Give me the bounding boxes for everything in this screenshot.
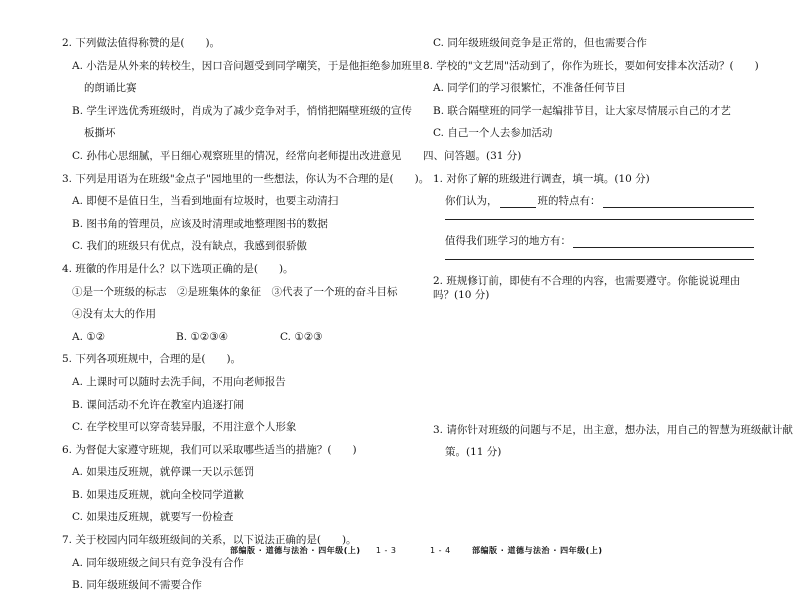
question-8-stem: 8. 学校的"文艺周"活动到了，你作为班长，要如何安排本次活动？( ) bbox=[423, 59, 759, 72]
left-footer-label: 部编版 · 道德与法治 · 四年级(上) bbox=[230, 546, 361, 555]
question-7-option-a: A. 同年级班级之间只有竞争没有合作 bbox=[72, 556, 244, 569]
right-footer-label: 部编版 · 道德与法治 · 四年级(上) bbox=[471, 546, 603, 555]
question-4-item-4: ④没有太大的作用 bbox=[72, 308, 156, 321]
question-5-option-c: C. 在学校里可以穿奇装异服，不用注意个人形象 bbox=[72, 421, 297, 434]
right-page bbox=[397, 0, 794, 578]
answer-line[interactable] bbox=[445, 218, 754, 220]
learn-points-blank[interactable] bbox=[573, 235, 754, 248]
question-7-option-b: B. 同年级班级间不需要合作 bbox=[72, 579, 202, 592]
question-6-option-c: C. 如果违反班规，就要写一份检查 bbox=[72, 511, 234, 524]
question-8-option-c: C. 自己一个人去参加活动 bbox=[433, 127, 553, 140]
question-2-option-c: C. 孙伟心思细腻，平日细心观察班里的情况，经常向老师提出改进意见 bbox=[72, 149, 402, 162]
question-7-stem: 7. 关于校园内同年级班级间的关系，以下说法正确的是( )。 bbox=[62, 534, 357, 547]
question-2-stem: 2. 下列做法值得称赞的是( )。 bbox=[62, 37, 221, 49]
question-5-stem: 5. 下列各项班规中，合理的是( )。 bbox=[62, 353, 242, 366]
question-2-option-a: A. 小浩是从外来的转校生，因口音问题受到同学嘲笑，于是他拒绝参加班里 bbox=[72, 59, 423, 72]
left-page-number: 1 - 3 bbox=[375, 546, 397, 555]
essay-question-1-stem: 1. 对你了解的班级进行调查，填一填。(10 分) bbox=[433, 172, 650, 185]
question-3-stem: 3. 下列是用语为在班级"金点子"园地里的一些想法，你认为不合理的是( )。 bbox=[62, 172, 430, 185]
question-2-option-b: B. 学生评选优秀班级时，肖成为了减少竞争对手，悄悄把隔壁班级的宣传 bbox=[72, 104, 412, 117]
class-name-blank[interactable] bbox=[500, 195, 536, 208]
question-6-option-b: B. 如果违反班规，就向全校同学道歉 bbox=[72, 488, 244, 501]
question-4-option-a: A. ①② bbox=[72, 330, 106, 343]
question-7-option-c: C. 同年级班级间竞争是正常的，但也需要合作 bbox=[433, 37, 647, 49]
answer-line[interactable] bbox=[445, 258, 754, 260]
essay-1-line-1-mid: 班的特点有： bbox=[537, 195, 601, 208]
class-traits-blank[interactable] bbox=[603, 195, 755, 208]
question-3-option-a: A. 即便不是值日生，当看到地面有垃圾时，也要主动清扫 bbox=[72, 195, 339, 208]
essay-1-line-2-prefix: 值得我们班学习的地方有： bbox=[445, 235, 571, 248]
question-5-option-b: B. 课间活动不允许在教室内追逐打闹 bbox=[72, 398, 244, 411]
question-4-option-c: C. ①②③ bbox=[280, 330, 323, 343]
essay-question-3: 3. 请你针对班级的问题与不足，出主意，想办法，用自己的智慧为班级献计献 bbox=[433, 423, 793, 436]
question-4-stem: 4. 班徽的作用是什么？以下选项正确的是( )。 bbox=[62, 262, 294, 275]
essay-1-fill-row-2 bbox=[445, 234, 754, 248]
question-8-option-a: A. 同学们的学习很繁忙，不准备任何节目 bbox=[433, 82, 626, 95]
essay-2-answer-space[interactable] bbox=[423, 311, 754, 423]
question-3-option-b: B. 图书角的管理员，应该及时清理或地整理图书的数据 bbox=[72, 217, 328, 230]
question-5-option-a: A. 上课时可以随时去洗手间，不用向老师报告 bbox=[72, 375, 286, 388]
question-4-items: ①是一个班级的标志 ②是班集体的象征 ③代表了一个班的奋斗目标 bbox=[72, 285, 398, 298]
essay-1-line-1-prefix: 你们认为， bbox=[445, 195, 498, 208]
question-6-stem: 6. 为督促大家遵守班规，我们可以采取哪些适当的措施？( ) bbox=[62, 443, 357, 456]
question-3-option-c: C. 我们的班级只有优点，没有缺点，我感到很骄傲 bbox=[72, 240, 307, 253]
question-8-option-b: B. 联合隔壁班的同学一起编排节目，让大家尽情展示自己的才艺 bbox=[433, 104, 731, 117]
question-6-option-a: A. 如果违反班规，就停课一天以示惩罚 bbox=[72, 466, 255, 479]
section-heading: 四、问答题。(31 分) bbox=[423, 149, 522, 162]
essay-question-2: 2. 班规修订前，即使有不合理的内容，也需要遵守。你能说说理由吗？(10 分) bbox=[433, 275, 741, 302]
question-2-option-b-cont: 板撕坏 bbox=[84, 127, 116, 140]
right-page-footer bbox=[430, 545, 602, 556]
essay-1-fill-row-1 bbox=[445, 194, 754, 208]
essay-question-3-cont: 策。(11 分) bbox=[445, 446, 502, 459]
question-4-option-b: B. ①②③④ bbox=[176, 330, 229, 343]
question-4-options bbox=[72, 330, 389, 344]
right-page-number: 1 - 4 bbox=[430, 546, 451, 555]
left-page-footer bbox=[230, 545, 396, 556]
question-2-option-a-cont: 的朗诵比赛 bbox=[84, 82, 137, 95]
